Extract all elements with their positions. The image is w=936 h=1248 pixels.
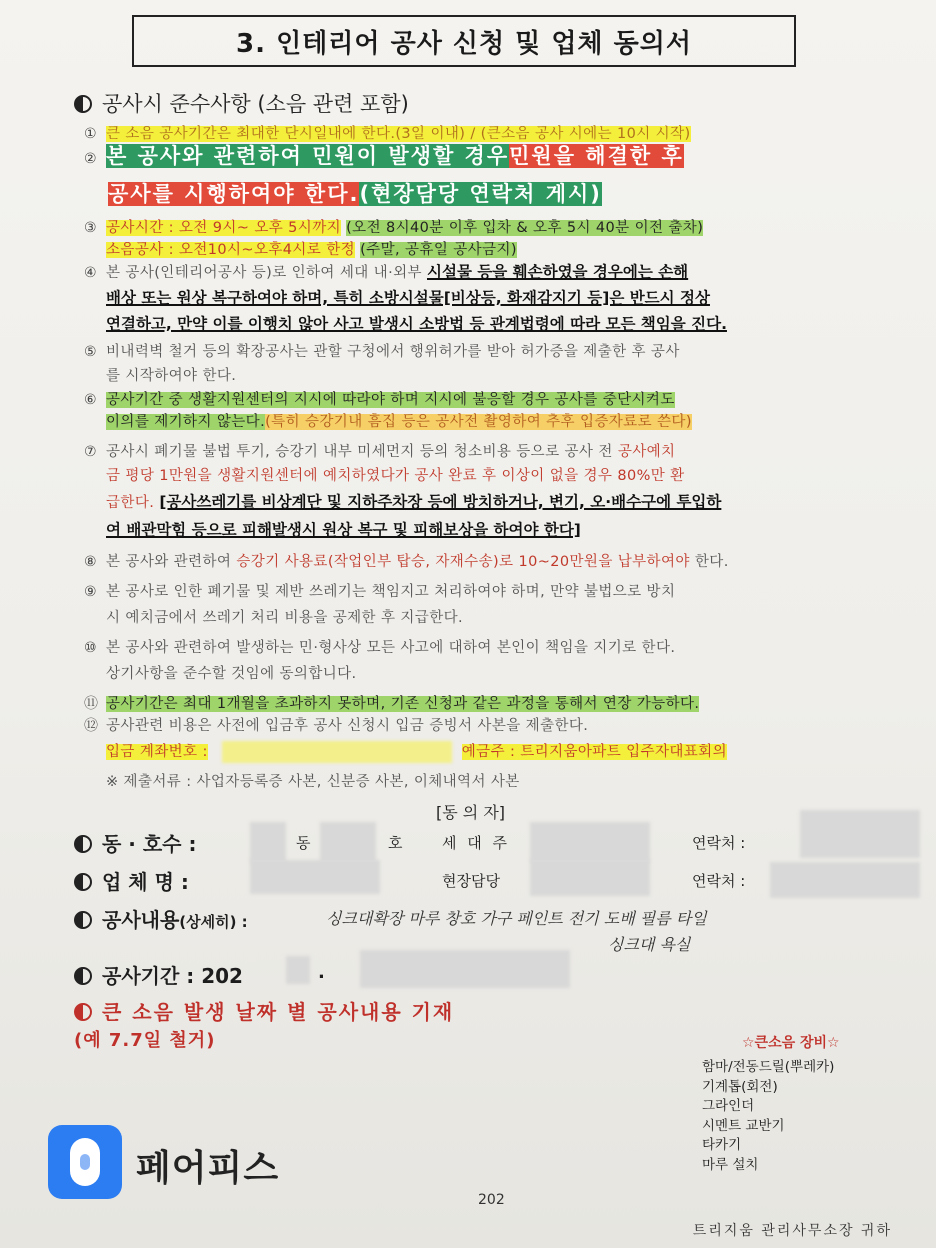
item-text: 배상 또는 원상 복구하여야 하며, 특히 소방시설물[비상등, 화재감지기 등]은 반드시 정상 (106, 289, 710, 307)
handwritten-content-line-1: 싱크대확장 마루 창호 가구 페인트 전기 도배 필름 타일 (326, 909, 707, 928)
redacted-period-range (360, 950, 570, 988)
brand-name: 페어피스 (136, 1148, 280, 1189)
item-text: 공사예치 (617, 444, 676, 460)
item-text: 공사관련 비용은 사전에 입금후 공사 신청시 입금 증빙서 사본을 제출한다. (106, 718, 589, 734)
item-number: ⑤ (84, 344, 97, 360)
redacted-company (250, 860, 380, 894)
period-label: 공사기간 : 202 (102, 964, 243, 988)
item-text: 승강기 사용료(작업인부 탑승, 자재수송)로 10~20만원을 납부하여야 (236, 554, 690, 570)
list-item (84, 440, 675, 461)
redacted-account-number (222, 741, 452, 763)
item-text: 한다. (694, 554, 729, 570)
contact-label-2: 연락처 : (692, 872, 746, 890)
equipment-item: 그라인더 (702, 1098, 755, 1114)
list-item (84, 216, 703, 237)
noise-label: 큰 소음 발생 날짜 별 공사내용 기재 (102, 1000, 455, 1024)
item-text: 비내력벽 철거 등의 확장공사는 관할 구청에서 행위허가를 받아 허가증을 제출한 후 공사 (106, 344, 680, 360)
item-text: (주말, 공휴일 공사금지) (360, 242, 517, 258)
half-circle-icon (74, 1003, 92, 1021)
account-line (106, 740, 727, 763)
page-number: 202 (478, 1192, 505, 1208)
redacted-site-manager (530, 860, 650, 896)
item-text: 상기사항을 준수할 것임에 동의합니다. (106, 666, 357, 682)
item-number: ⑪ (84, 696, 98, 712)
list-item (84, 714, 588, 735)
item-text: 본 공사와 관련하여 (106, 554, 232, 570)
item-text: (특히 승강기내 흠집 등은 공사전 촬영하여 추후 입증자료로 쓴다) (265, 414, 692, 430)
form-row-content (74, 904, 248, 933)
list-item-cont (106, 606, 463, 627)
half-circle-icon (74, 873, 92, 891)
dong-ho-label: 동 · 호수 : (102, 832, 197, 856)
item-text: (오전 8시40분 이후 입차 & 오후 5시 40분 이전 출차) (346, 220, 704, 236)
redacted-contact (800, 810, 920, 858)
item-text: 공사시간 : 오전 9시~ 오후 5시까지 (106, 220, 342, 236)
list-item-cont (106, 464, 685, 485)
list-item (84, 550, 729, 571)
redacted-dong (250, 822, 286, 862)
item-text: 금 평당 1만원을 생활지원센터에 예치하였다가 공사 완료 후 이상이 없을 경우 80%만 환 (106, 468, 685, 484)
list-item (84, 260, 688, 282)
item-text: 공사기간은 최대 1개월을 초과하지 못하며, 기존 신청과 같은 과정을 통해서 연장 가능하다. (106, 696, 700, 712)
item-text: [공사쓰레기를 비상계단 및 지하주차장 등에 방치하거나, 변기, 오·배수구에 투입하 (159, 493, 722, 511)
item-number: ⑩ (84, 640, 97, 656)
form-row-period (74, 960, 243, 989)
account-holder: 예금주 : 트리지움아파트 입주자대표회의 (461, 744, 727, 760)
list-item-cont (108, 178, 602, 208)
period-dot: . (318, 962, 325, 983)
form-row-noise (74, 996, 454, 1025)
equipment-item: 기계톱(회전) (702, 1078, 778, 1095)
noise-example: (예 7.7일 철거) (74, 1030, 216, 1051)
handwritten-content-line-2: 싱크대 욕실 (608, 935, 691, 954)
equipment-item: 함마/전동드릴(뿌레카) (702, 1059, 835, 1075)
item-text: 이의를 제기하지 않는다. (106, 414, 266, 430)
item-number: ⑧ (84, 554, 97, 570)
list-item-cont (106, 518, 581, 540)
content-label: 공사내용 (102, 908, 180, 932)
item-text: 시설물 등을 훼손하였을 경우에는 손해 (427, 263, 689, 281)
item-text: 본 공사와 관련하여 발생하는 민·형사상 모든 사고에 대하여 본인이 책임을 지기로 한다. (106, 640, 676, 656)
docs-note-text: ※ 제출서류 : 사업자등록증 사본, 신분증 사본, 이체내역서 사본 (106, 774, 520, 790)
form-heading: [동 의 자] (436, 803, 506, 822)
item-text: 여 배관막힘 등으로 피해발생시 원상 복구 및 피해보상을 하여야 한다] (106, 521, 581, 539)
item-number: ⑦ (84, 444, 97, 460)
item-text: 연결하고, 만약 이를 이행치 않아 사고 발생시 소방법 등 관계법령에 따라 모든 책임을 진다. (106, 315, 727, 333)
list-item-cont (106, 238, 517, 259)
site-manager-label: 현장담당 (442, 872, 500, 890)
account-label: 입금 계좌번호 : (106, 744, 208, 760)
item-text: 본 공사와 관련하여 민원이 발생할 경우 (106, 144, 510, 168)
half-circle-icon (74, 95, 92, 113)
docs-note (106, 770, 520, 791)
form-row-company (74, 866, 189, 895)
half-circle-icon (74, 967, 92, 985)
company-label: 업 체 명 : (102, 870, 189, 894)
item-text: 공사시 폐기물 불법 투기, 승강기 내부 미세먼지 등의 청소비용 등으로 공사 전 (106, 444, 613, 460)
equipment-title: ☆큰소음 장비☆ (742, 1035, 840, 1051)
item-text: 시 예치금에서 쓰레기 처리 비용을 공제한 후 지급한다. (106, 610, 464, 626)
item-text: 본 공사(인테리어공사 등)로 인하여 세대 내·외부 (106, 265, 422, 281)
list-item (84, 340, 680, 361)
item-text: 공사를 시행하여야 한다. (108, 182, 360, 206)
half-circle-icon (74, 911, 92, 929)
list-item (84, 692, 699, 713)
item-number: ③ (84, 220, 97, 236)
list-item (84, 636, 675, 657)
section-title (74, 88, 409, 118)
form-row-dong-ho (74, 828, 196, 857)
item-number: ⑫ (84, 718, 98, 734)
list-item-cont (106, 364, 236, 385)
half-circle-icon (74, 835, 92, 853)
item-number: ② (84, 151, 97, 167)
item-text: 본 공사로 인한 폐기물 및 제반 쓰레기는 책임지고 처리하여야 하며, 만약 불법으로 방치 (106, 584, 676, 600)
item-text: 소음공사 : 오전10시~오후4시로 한정 (106, 242, 356, 258)
brand-logo-icon (48, 1125, 122, 1199)
list-item (84, 388, 675, 409)
content-label-suffix: (상세히) : (179, 913, 248, 931)
item-text: (현장담당 연락처 게시) (359, 182, 602, 206)
list-item (84, 140, 684, 170)
list-item-cont (106, 410, 692, 431)
ho-unit: 호 (388, 834, 403, 852)
item-text: 를 시작하여야 한다. (106, 368, 237, 384)
householder-label: 세 대 주 (442, 834, 511, 852)
item-text: 급한다. (106, 495, 155, 511)
equipment-list (702, 1058, 834, 1175)
list-item-cont (106, 490, 721, 512)
redacted-period-year (286, 956, 310, 984)
redacted-householder (530, 822, 650, 862)
list-item (84, 580, 675, 601)
redacted-contact-2 (770, 862, 920, 898)
list-item-cont (106, 662, 357, 683)
redacted-ho (320, 822, 376, 862)
item-number: ⑨ (84, 584, 97, 600)
item-text: 민원을 해결한 후 (509, 144, 684, 168)
list-item-cont (106, 286, 710, 308)
equipment-item: 시멘트 교반기 (702, 1117, 785, 1134)
item-number: ⑥ (84, 392, 97, 408)
item-text: 큰 소음 공사기간은 최대한 단시일내에 한다.(3일 이내) / (큰소음 공사 시에는 10시 시작) (106, 126, 691, 142)
item-number: ④ (84, 265, 97, 281)
item-number: ① (84, 126, 97, 142)
equipment-item: 타카기 (702, 1137, 742, 1153)
contact-label: 연락처 : (692, 834, 746, 852)
equipment-item: 마루 설치 (702, 1156, 759, 1173)
section-title-text: 공사시 준수사항 (소음 관련 포함) (102, 92, 409, 116)
item-text: 공사기간 중 생활지원센터의 지시에 따라야 하며 지시에 불응할 경우 공사를 중단시켜도 (106, 392, 675, 408)
footer-addressee: 트리지움 관리사무소장 귀하 (692, 1223, 892, 1239)
list-item-cont (106, 312, 727, 334)
document-title: 3. 인테리어 공사 신청 및 업체 동의서 (132, 15, 796, 67)
dong-unit: 동 (296, 834, 311, 852)
